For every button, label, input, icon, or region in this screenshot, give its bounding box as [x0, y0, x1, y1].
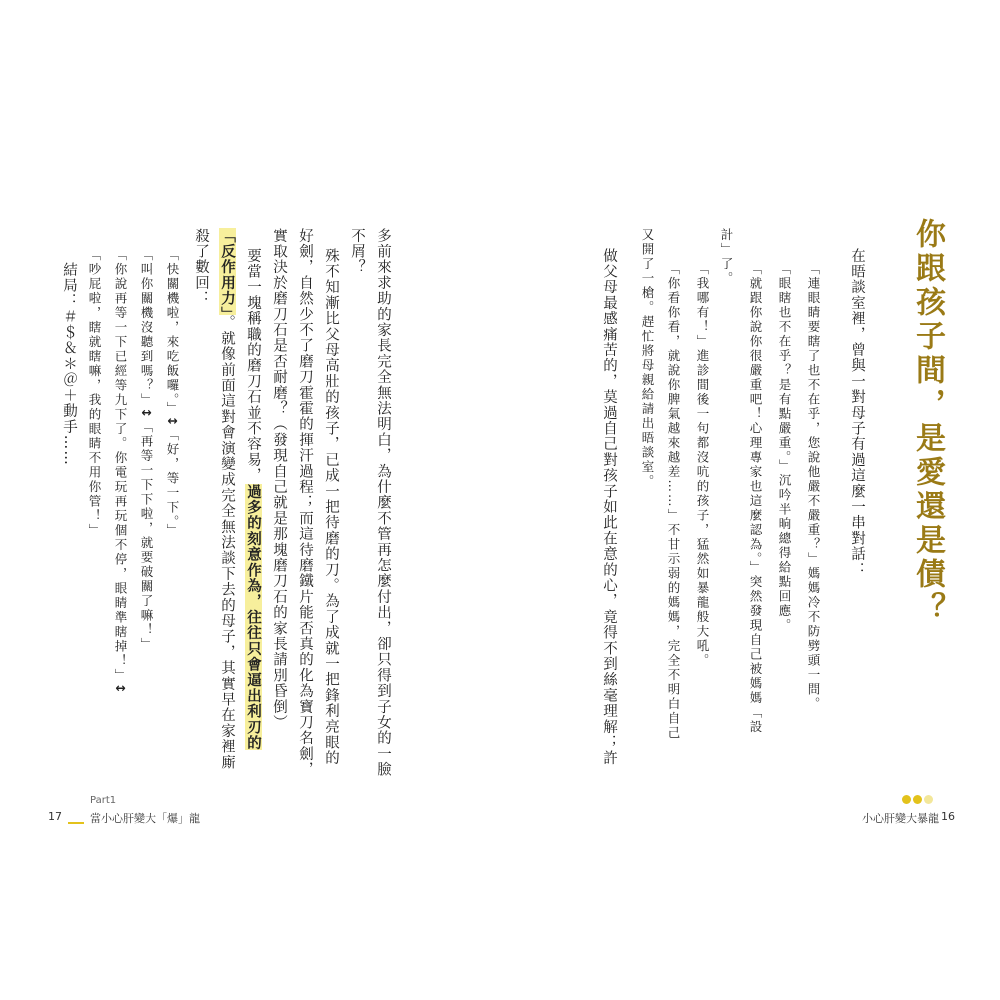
dialogue-text: 「快關機啦，來吃飯囉。」 [165, 248, 180, 416]
body-line: 不屑？ [349, 228, 365, 276]
running-title-left: 當小心肝變大「爆」龍 [90, 812, 200, 825]
body-line: 殺了數回： [193, 228, 209, 307]
highlighted-text: 過多的刻意作為，往往只會逼出利刃的 [245, 483, 262, 751]
chapter-title: 你跟孩子間，是愛還是債？ [910, 218, 945, 626]
body-line: 實取決於磨刀石是否耐磨？（發現自己就是那塊磨刀石的家長請別昏倒） [271, 228, 287, 731]
dialogue-line: 「就跟你說你很嚴重吧！心理專家也這麼認為。」突然發現自己被媽媽「設 [748, 262, 763, 735]
decorative-dot [924, 795, 933, 804]
footer-accent-bar [68, 822, 84, 824]
body-line: 好劍，自然少不了磨刀霍霍的揮汗過程；而這待磨鐵片能否真的化為寶刀名劍， [297, 228, 313, 778]
highlighted-text: 「反作用力」 [219, 228, 236, 315]
dialogue-line: 「吵屁啦，瞎就瞎嘛，我的眼睛不用你管！」 [87, 248, 102, 538]
body-text: 要當一塊稱職的磨刀石並不容易， [245, 248, 261, 484]
dialogue-line: 又開了一槍。趕忙將母親給請出晤談室。 [640, 228, 655, 489]
dialogue-line: 「連眼睛要瞎了也不在乎，您說他嚴不嚴重？」媽媽冷不防劈頭一問。 [806, 262, 821, 712]
body-line: 殊不知漸比父母高壯的孩子，已成一把待磨的刀。為了成就一把鋒利亮眼的 [323, 248, 339, 767]
page-number-left: 17 [48, 810, 62, 823]
body-line [216, 228, 238, 770]
part-label: Part1 [90, 795, 117, 806]
body-line: 在晤談室裡，曾與一對母子有過這麼一串對話： [849, 248, 865, 578]
up-down-arrow-icon: ↕ [113, 683, 128, 696]
dialogue-text: 「再等一下下啦，就要破關了嘛！」 [139, 419, 154, 652]
dialogue-line: 「我哪有！」進診間後一句都沒吭的孩子，猛然如暴龍般大吼。 [695, 262, 710, 668]
dialogue-text: 「叫你關機沒聽到嗎？」 [139, 248, 154, 408]
dialogue-line [110, 248, 131, 695]
decorative-dot [902, 795, 911, 804]
dialogue-line [162, 248, 183, 538]
body-line: 做父母最感痛苦的，莫過自己對孩子如此在意的心，竟得不到絲毫理解；許 [601, 248, 617, 767]
page-number-right: 16 [941, 810, 955, 823]
dialogue-text: 「你說再等一下已經等九下了。你電玩再玩個不停，眼睛準瞎掉！」 [113, 248, 128, 683]
dialogue-line: 「你看你看，就說你脾氣越來越差……」不甘示弱的媽媽，完全不明白自己 [666, 262, 681, 741]
decorative-dot [913, 795, 922, 804]
up-down-arrow-icon: ↕ [139, 407, 154, 420]
body-text: 。就像前面這對會演變成完全無法談下去的母子，其實早在家裡廝 [219, 314, 235, 771]
dialogue-text: 「好，等一下。」 [165, 428, 180, 538]
body-line: 多前來求助的家長完全無法明白，為什麼不管再怎麼付出，卻只得到子女的一臉 [375, 228, 391, 778]
running-title-right: 小心肝變大暴龍 [862, 812, 939, 825]
dialogue-line: 「眼瞎也不在乎？是有點嚴重。」沉吟半晌總得給點回應。 [777, 262, 792, 633]
body-line: 結局：＃＄＆＊＠＋動手…… [61, 262, 77, 467]
body-line [242, 248, 264, 750]
up-down-arrow-icon: ↕ [165, 415, 180, 429]
dialogue-line: 計」了。 [719, 228, 734, 286]
dialogue-line [136, 248, 157, 652]
